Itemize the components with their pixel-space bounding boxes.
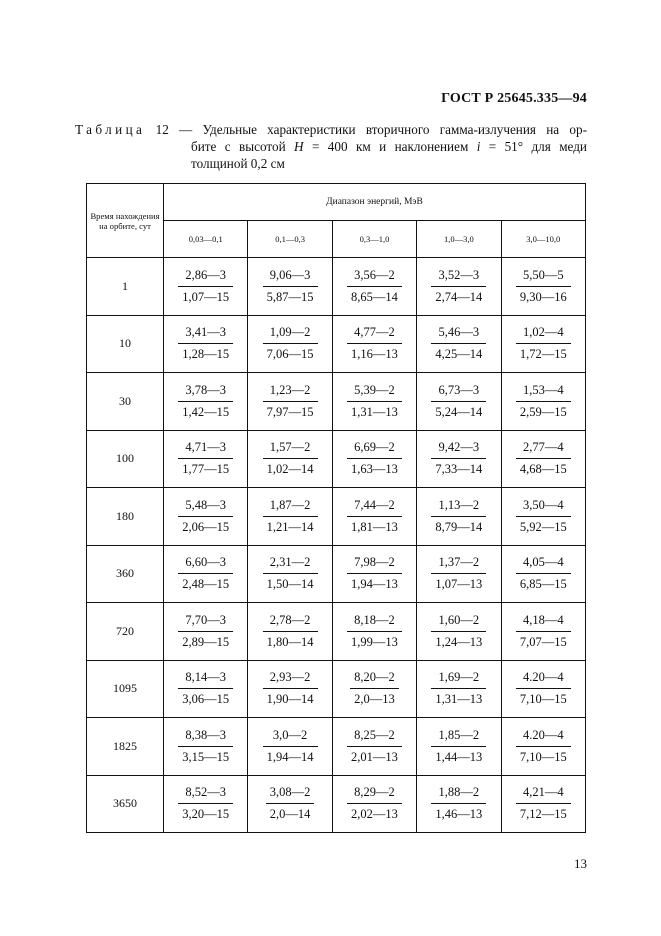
denominator-value: 1,63—13 — [351, 462, 398, 477]
denominator-value: 1,31—13 — [351, 404, 398, 419]
fraction — [178, 669, 233, 708]
time-cell: 180 — [87, 488, 164, 546]
fraction — [431, 439, 486, 478]
fraction — [263, 497, 318, 536]
fraction — [431, 612, 486, 651]
time-cell: 1095 — [87, 660, 164, 718]
caption-var-h: H — [294, 139, 304, 154]
numerator-value: 1,69—2 — [431, 669, 486, 689]
numerator-value: 7,44—2 — [347, 497, 402, 517]
fraction — [516, 727, 571, 766]
value-cell — [417, 488, 501, 546]
fraction — [516, 439, 571, 478]
data-table — [86, 183, 586, 833]
numerator-value: 1,09—2 — [263, 324, 318, 344]
numerator-value: 9,06—3 — [263, 267, 318, 287]
denominator-value: 7,06—15 — [266, 347, 314, 362]
numerator-value: 2,86—3 — [178, 267, 233, 287]
numerator-value: 3,08—2 — [266, 784, 315, 804]
numerator-value: 9,42—3 — [431, 439, 486, 459]
fraction — [178, 784, 233, 823]
numerator-value: 8,14—3 — [178, 669, 233, 689]
numerator-value: 4,18—4 — [516, 612, 571, 632]
table-row — [87, 718, 586, 776]
value-cell — [332, 545, 416, 603]
data-table-container — [86, 183, 586, 833]
numerator-value: 1,02—4 — [516, 324, 571, 344]
denominator-value: 2,74—14 — [435, 289, 483, 304]
fraction — [347, 784, 402, 823]
energy-range-2: 0,1—0,3 — [248, 221, 332, 258]
denominator-value: 2,02—13 — [351, 807, 398, 822]
fraction — [178, 267, 233, 306]
denominator-value: 1,44—13 — [435, 749, 483, 764]
value-cell — [501, 430, 585, 488]
denominator-value: 9,30—16 — [519, 289, 567, 304]
numerator-value: 3,78—3 — [178, 382, 233, 402]
denominator-value: 1,28—15 — [182, 347, 230, 362]
caption-line-3: толщиной 0,2 см — [191, 156, 285, 171]
value-cell — [332, 603, 416, 661]
fraction — [350, 669, 399, 708]
numerator-value: 8,52—3 — [178, 784, 233, 804]
fraction — [516, 612, 571, 651]
value-cell — [164, 718, 248, 776]
fraction — [178, 439, 233, 478]
numerator-value: 8,38—3 — [178, 727, 233, 747]
denominator-value: 2,01—13 — [351, 749, 398, 764]
value-cell — [417, 258, 501, 316]
value-cell — [501, 718, 585, 776]
denominator-value: 1,31—13 — [435, 692, 483, 707]
denominator-value: 1,94—13 — [351, 577, 398, 592]
fraction — [263, 439, 318, 478]
denominator-value: 1,42—15 — [182, 404, 230, 419]
numerator-value: 4,21—4 — [516, 784, 571, 804]
value-cell — [164, 373, 248, 431]
denominator-value: 4,25—14 — [435, 347, 483, 362]
numerator-value: 1,85—2 — [431, 727, 486, 747]
fraction — [431, 497, 486, 536]
fraction — [263, 669, 318, 708]
time-cell: 1825 — [87, 718, 164, 776]
value-cell — [501, 488, 585, 546]
numerator-value: 8,20—2 — [350, 669, 399, 689]
numerator-value: 3,56—2 — [347, 267, 402, 287]
numerator-value: 8,18—2 — [347, 612, 402, 632]
numerator-value: 1,13—2 — [431, 497, 486, 517]
fraction — [516, 669, 571, 708]
denominator-value: 5,24—14 — [435, 404, 483, 419]
denominator-value: 4,68—15 — [519, 462, 567, 477]
denominator-value: 7,12—15 — [519, 807, 567, 822]
denominator-value: 1,21—14 — [266, 519, 314, 534]
value-cell — [417, 315, 501, 373]
time-cell: 100 — [87, 430, 164, 488]
energy-range-header: Диапазон энергий, МэВ — [164, 184, 586, 221]
table-row — [87, 603, 586, 661]
denominator-value: 7,10—15 — [519, 692, 567, 707]
time-cell: 10 — [87, 315, 164, 373]
value-cell — [332, 718, 416, 776]
denominator-value: 7,10—15 — [519, 749, 567, 764]
value-cell — [248, 545, 332, 603]
numerator-value: 5,48—3 — [178, 497, 233, 517]
fraction — [347, 612, 402, 651]
numerator-value: 1,57—2 — [263, 439, 318, 459]
caption-line2-post: = 51° для меди — [480, 139, 587, 154]
fraction — [178, 382, 233, 421]
denominator-value: 1,07—15 — [182, 289, 230, 304]
denominator-value: 2,06—15 — [182, 519, 230, 534]
value-cell — [332, 660, 416, 718]
fraction — [347, 324, 402, 363]
value-cell — [417, 603, 501, 661]
numerator-value: 3,50—4 — [516, 497, 571, 517]
table-row — [87, 373, 586, 431]
numerator-value: 4.20—4 — [516, 669, 571, 689]
denominator-value: 1,72—15 — [519, 347, 567, 362]
numerator-value: 2,31—2 — [263, 554, 318, 574]
value-cell — [248, 603, 332, 661]
time-cell: 720 — [87, 603, 164, 661]
time-column-header: Время нахождения на орбите, сут — [87, 184, 164, 258]
time-cell: 3650 — [87, 775, 164, 833]
value-cell — [248, 373, 332, 431]
denominator-value: 1,24—13 — [435, 634, 483, 649]
time-cell: 360 — [87, 545, 164, 603]
denominator-value: 5,92—15 — [519, 519, 567, 534]
fraction — [347, 727, 402, 766]
numerator-value: 3,0—2 — [263, 727, 318, 747]
denominator-value: 3,15—15 — [182, 749, 230, 764]
caption-label: Таблица — [75, 122, 146, 137]
numerator-value: 1,87—2 — [263, 497, 318, 517]
value-cell — [417, 775, 501, 833]
denominator-value: 2,59—15 — [519, 404, 567, 419]
caption-line2-pre: бите с высотой — [191, 139, 295, 154]
denominator-value: 2,89—15 — [182, 634, 230, 649]
time-cell: 1 — [87, 258, 164, 316]
numerator-value: 5,50—5 — [516, 267, 571, 287]
value-cell — [164, 258, 248, 316]
denominator-value: 1,07—13 — [435, 577, 483, 592]
caption-line1-text: 12 — Удельные характеристики вторичного гамма-излучения на ор- — [155, 122, 588, 137]
value-cell — [248, 718, 332, 776]
numerator-value: 1,88—2 — [431, 784, 486, 804]
numerator-value: 1,37—2 — [431, 554, 486, 574]
value-cell — [332, 775, 416, 833]
denominator-value: 8,65—14 — [351, 289, 398, 304]
value-cell — [332, 373, 416, 431]
energy-range-1: 0,03—0,1 — [164, 221, 248, 258]
page-number: 13 — [574, 856, 587, 871]
value-cell — [164, 603, 248, 661]
fraction — [347, 267, 402, 306]
numerator-value: 4,77—2 — [347, 324, 402, 344]
fraction — [431, 727, 486, 766]
table-row — [87, 430, 586, 488]
caption-line-1 — [75, 121, 587, 138]
value-cell — [417, 545, 501, 603]
fraction — [347, 554, 402, 593]
denominator-value: 2,48—15 — [182, 577, 230, 592]
value-cell — [248, 488, 332, 546]
fraction — [263, 324, 318, 363]
denominator-value: 7,07—15 — [519, 634, 567, 649]
numerator-value: 1,60—2 — [431, 612, 486, 632]
denominator-value: 3,06—15 — [182, 692, 230, 707]
denominator-value: 1,94—14 — [266, 749, 314, 764]
fraction — [347, 439, 402, 478]
numerator-value: 2,78—2 — [263, 612, 318, 632]
value-cell — [248, 258, 332, 316]
fraction — [431, 267, 486, 306]
denominator-value: 1,02—14 — [266, 462, 314, 477]
value-cell — [501, 660, 585, 718]
fraction — [516, 382, 571, 421]
fraction — [263, 612, 318, 651]
fraction — [516, 554, 571, 593]
value-cell — [248, 660, 332, 718]
denominator-value: 3,20—15 — [182, 807, 230, 822]
denominator-value: 1,80—14 — [266, 634, 314, 649]
fraction — [263, 267, 318, 306]
table-row — [87, 775, 586, 833]
value-cell — [164, 430, 248, 488]
numerator-value: 5,46—3 — [431, 324, 486, 344]
energy-range-5: 3,0—10,0 — [501, 221, 585, 258]
fraction — [431, 324, 486, 363]
value-cell — [332, 430, 416, 488]
caption-line2-mid: = 400 км и наклонением — [303, 139, 477, 154]
fraction — [178, 612, 233, 651]
table-caption — [75, 121, 587, 172]
value-cell — [164, 315, 248, 373]
denominator-value: 1,46—13 — [435, 807, 483, 822]
numerator-value: 6,73—3 — [431, 382, 486, 402]
table-row — [87, 488, 586, 546]
caption-var-i: i — [476, 139, 481, 154]
table-row — [87, 315, 586, 373]
fraction — [178, 324, 233, 363]
value-cell — [248, 430, 332, 488]
document-header: ГОСТ Р 25645.335—94 — [441, 91, 587, 106]
value-cell — [164, 660, 248, 718]
numerator-value: 4.20—4 — [516, 727, 571, 747]
table-row — [87, 258, 586, 316]
value-cell — [501, 545, 585, 603]
denominator-value: 1,50—14 — [266, 577, 314, 592]
value-cell — [164, 488, 248, 546]
value-cell — [417, 373, 501, 431]
fraction — [266, 784, 315, 823]
numerator-value: 4,71—3 — [178, 439, 233, 459]
denominator-value: 2,0—13 — [354, 692, 395, 707]
value-cell — [417, 718, 501, 776]
denominator-value: 5,87—15 — [266, 289, 314, 304]
numerator-value: 1,53—4 — [516, 382, 571, 402]
fraction — [263, 727, 318, 766]
numerator-value: 5,39—2 — [347, 382, 402, 402]
numerator-value: 1,23—2 — [263, 382, 318, 402]
value-cell — [417, 430, 501, 488]
denominator-value: 7,33—14 — [435, 462, 483, 477]
value-cell — [332, 488, 416, 546]
energy-range-3: 0,3—1,0 — [332, 221, 416, 258]
denominator-value: 1,81—13 — [351, 519, 398, 534]
numerator-value: 2,77—4 — [516, 439, 571, 459]
denominator-value: 6,85—15 — [519, 577, 567, 592]
value-cell — [501, 775, 585, 833]
fraction — [347, 497, 402, 536]
table-body — [87, 258, 586, 833]
time-cell: 30 — [87, 373, 164, 431]
fraction — [347, 382, 402, 421]
fraction — [431, 784, 486, 823]
value-cell — [248, 315, 332, 373]
value-cell — [332, 258, 416, 316]
denominator-value: 8,79—14 — [435, 519, 483, 534]
numerator-value: 8,29—2 — [347, 784, 402, 804]
numerator-value: 3,41—3 — [178, 324, 233, 344]
numerator-value: 4,05—4 — [516, 554, 571, 574]
numerator-value: 8,25—2 — [347, 727, 402, 747]
value-cell — [164, 545, 248, 603]
fraction — [516, 497, 571, 536]
value-cell — [501, 603, 585, 661]
fraction — [178, 727, 233, 766]
fraction — [431, 669, 486, 708]
numerator-value: 6,69—2 — [347, 439, 402, 459]
fraction — [516, 784, 571, 823]
numerator-value: 7,70—3 — [178, 612, 233, 632]
denominator-value: 7,97—15 — [266, 404, 314, 419]
value-cell — [332, 315, 416, 373]
fraction — [178, 497, 233, 536]
table-row — [87, 660, 586, 718]
numerator-value: 2,93—2 — [263, 669, 318, 689]
value-cell — [164, 775, 248, 833]
value-cell — [501, 373, 585, 431]
numerator-value: 6,60—3 — [178, 554, 233, 574]
value-cell — [501, 315, 585, 373]
denominator-value: 2,0—14 — [269, 807, 311, 822]
fraction — [263, 382, 318, 421]
denominator-value: 1,77—15 — [182, 462, 230, 477]
fraction — [178, 554, 233, 593]
value-cell — [501, 258, 585, 316]
fraction — [431, 382, 486, 421]
fraction — [263, 554, 318, 593]
caption-line-2 — [75, 138, 587, 155]
denominator-value: 1,99—13 — [351, 634, 398, 649]
fraction — [431, 554, 486, 593]
numerator-value: 7,98—2 — [347, 554, 402, 574]
denominator-value: 1,90—14 — [266, 692, 314, 707]
energy-range-4: 1,0—3,0 — [417, 221, 501, 258]
numerator-value: 3,52—3 — [431, 267, 486, 287]
fraction — [516, 324, 571, 363]
table-row — [87, 545, 586, 603]
denominator-value: 1,16—13 — [351, 347, 398, 362]
value-cell — [417, 660, 501, 718]
fraction — [516, 267, 571, 306]
value-cell — [248, 775, 332, 833]
